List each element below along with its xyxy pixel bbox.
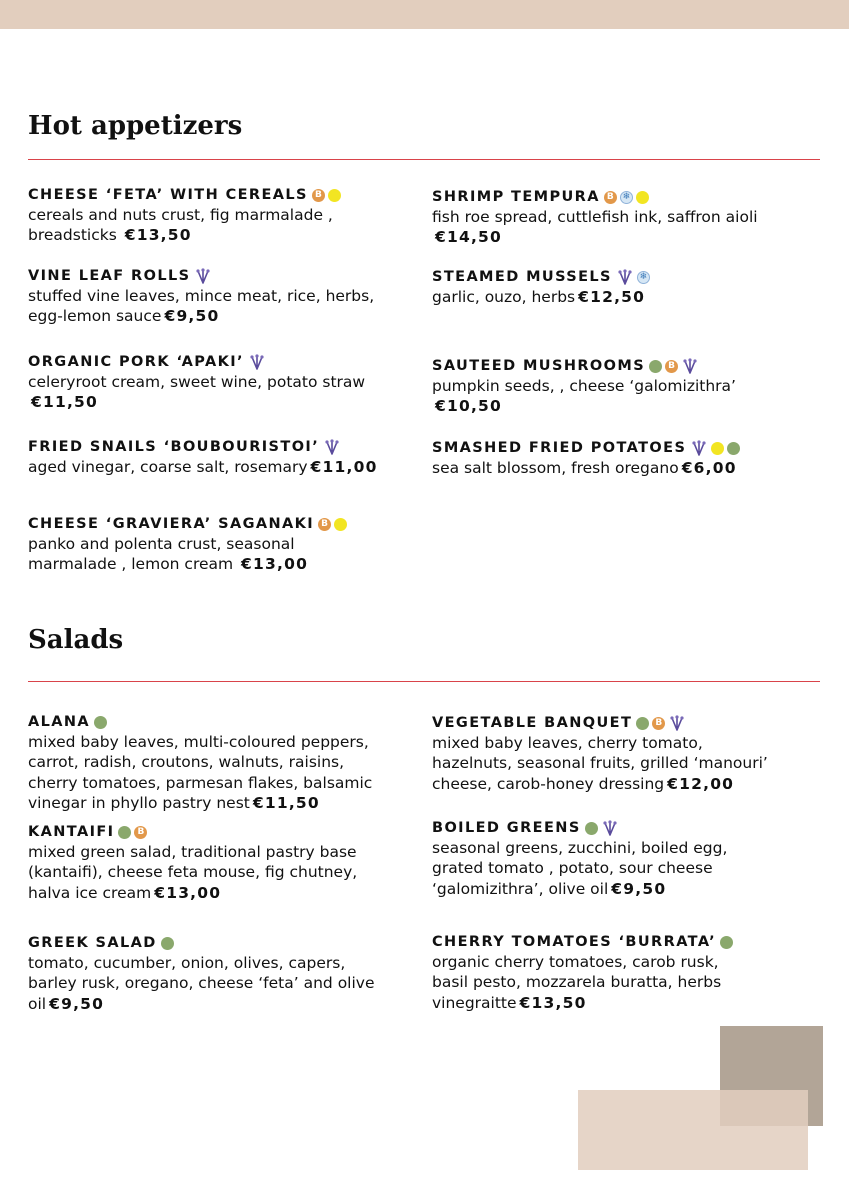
- menu-item-price: €12,50: [578, 288, 646, 306]
- menu-item-description-block: [28, 372, 413, 413]
- decor-rect-light: [578, 1090, 808, 1170]
- menu-item: [432, 267, 817, 307]
- dietary-icons: [636, 715, 686, 731]
- green-dot-icon: [94, 716, 107, 729]
- menu-item-description: mixed baby leaves, cherry tomato, hazelnuts, seasonal fruits, grilled ‘manouri’ cheese, carob-honey dressing: [432, 734, 768, 793]
- menu-item-name: KANTAIFI: [28, 824, 115, 840]
- menu-item-description-block: [432, 376, 817, 417]
- menu-item: [28, 933, 413, 1014]
- menu-item-description-block: [432, 838, 817, 899]
- menu-item-price: €11,50: [31, 393, 99, 412]
- menu-item: [28, 437, 413, 477]
- menu-item-description-block: [432, 458, 817, 478]
- menu-item-name: CHERRY TOMATOES ‘BURRATA’: [432, 934, 717, 950]
- menu-item-description: mixed baby leaves, multi-coloured peppers, carrot, radish, croutons, walnuts, raisins, cherry tomatoes, parmesan flakes, balsamic vinegar in phyllo pastry nest: [28, 733, 373, 812]
- green-dot-icon: [118, 826, 131, 839]
- dietary-icons: [585, 820, 619, 836]
- menu-item-description: stuffed vine leaves, mince meat, rice, herbs, egg-lemon sauce: [28, 287, 375, 326]
- bun-icon: B: [318, 518, 331, 531]
- menu-item-name-line: [28, 437, 413, 457]
- lavender-icon: [248, 354, 266, 370]
- dietary-icons: [720, 936, 733, 949]
- lavender-icon: [681, 358, 699, 374]
- section-divider: [28, 159, 820, 160]
- menu-item-description: pumpkin seeds, , cheese ‘galomizithra’: [432, 377, 736, 395]
- lavender-icon: [194, 268, 212, 284]
- dietary-icons: [312, 189, 341, 202]
- menu-item-description-block: [28, 953, 413, 1014]
- menu-item-price: €13,00: [154, 883, 222, 902]
- menu-item-name: SMASHED FRIED POTATOES: [432, 440, 687, 456]
- dietary-icons: [649, 358, 699, 374]
- section-title-salads: Salads: [28, 625, 124, 655]
- menu-item-name: CHEESE ‘GRAVIERA’ SAGANAKI: [28, 516, 315, 532]
- menu-item-name-line: [432, 713, 817, 733]
- menu-item-name-line: [28, 185, 413, 205]
- dietary-icons: [118, 826, 147, 839]
- menu-item-name-line: [432, 438, 817, 458]
- dietary-icons: [318, 518, 347, 531]
- dietary-icons: [161, 937, 174, 950]
- section-divider: [28, 681, 820, 682]
- menu-item: [28, 352, 413, 413]
- menu-item-name: SHRIMP TEMPURA: [432, 189, 600, 205]
- menu-item-description: sea salt blossom, fresh oregano: [432, 459, 679, 477]
- menu-item-price: €13,50: [519, 993, 587, 1012]
- menu-item-price: €13,00: [241, 555, 309, 574]
- menu-item-name-line: [28, 822, 413, 842]
- menu-item: [28, 266, 413, 327]
- dietary-icons: [604, 191, 649, 204]
- green-dot-icon: [636, 717, 649, 730]
- dietary-icons: [194, 268, 212, 284]
- green-dot-icon: [727, 442, 740, 455]
- menu-item: [432, 932, 817, 1013]
- menu-item-name: STEAMED MUSSELS: [432, 269, 612, 285]
- menu-item-name-line: [28, 514, 413, 534]
- menu-item-description-block: [28, 205, 413, 246]
- menu-item-name: VINE LEAF ROLLS: [28, 268, 191, 284]
- yellow-dot-icon: [334, 518, 347, 531]
- menu-item: [432, 356, 817, 417]
- green-dot-icon: [720, 936, 733, 949]
- menu-item-price: €10,50: [435, 397, 503, 416]
- menu-item-name: SAUTEED MUSHROOMS: [432, 358, 646, 374]
- menu-item: [432, 713, 817, 794]
- menu-item-description-block: [28, 732, 413, 813]
- menu-item-name: FRIED SNAILS ‘BOUBOURISTOI’: [28, 439, 320, 455]
- bun-icon: B: [665, 360, 678, 373]
- menu-item-name: VEGETABLE BANQUET: [432, 715, 633, 731]
- menu-item-name: BOILED GREENS: [432, 820, 581, 836]
- dietary-icons: [690, 440, 740, 456]
- menu-item-price: €12,00: [667, 774, 735, 793]
- menu-item-name: ORGANIC PORK ‘APAKI’: [28, 354, 244, 370]
- menu-item-description: garlic, ouzo, herbs: [432, 288, 576, 306]
- bun-icon: B: [312, 189, 325, 202]
- menu-item-description: cereals and nuts crust, fig marmalade , breadsticks: [28, 206, 333, 245]
- menu-item-description: organic cherry tomatoes, carob rusk, basil pesto, mozzarela buratta, herbs vinegraitte: [432, 953, 722, 1012]
- menu-item-description-block: [432, 952, 817, 1013]
- menu-item-price: €14,50: [435, 228, 503, 247]
- green-dot-icon: [585, 822, 598, 835]
- dietary-icons: [323, 439, 341, 455]
- menu-item-name: ALANA: [28, 714, 91, 730]
- menu-item-name-line: [28, 266, 413, 286]
- lavender-icon: [616, 269, 634, 285]
- bun-icon: B: [604, 191, 617, 204]
- lavender-icon: [690, 440, 708, 456]
- section-title-hot-appetizers: Hot appetizers: [28, 111, 243, 141]
- menu-item-name-line: [432, 818, 817, 838]
- menu-item-name: GREEK SALAD: [28, 935, 157, 951]
- dietary-icons: [94, 716, 107, 729]
- menu-item-name: CHEESE ‘FETA’ WITH CEREALS: [28, 187, 308, 203]
- snowflake-icon: ❄: [620, 191, 633, 204]
- yellow-dot-icon: [328, 189, 341, 202]
- green-dot-icon: [161, 937, 174, 950]
- top-decor-band: [0, 0, 849, 29]
- menu-item-name-line: [432, 356, 817, 376]
- dietary-icons: [616, 269, 650, 285]
- lavender-icon: [668, 715, 686, 731]
- lavender-icon: [323, 439, 341, 455]
- menu-item-description-block: [28, 457, 413, 477]
- menu-item-description: panko and polenta crust, seasonal marmalade , lemon cream: [28, 535, 295, 574]
- menu-item-description: fish roe spread, cuttlefish ink, saffron aioli: [432, 208, 758, 226]
- menu-item-description: mixed green salad, traditional pastry base (kantaifi), cheese feta mouse, fig chutney, halva ice cream: [28, 843, 358, 902]
- menu-item-description: tomato, cucumber, onion, olives, capers, barley rusk, oregano, cheese ‘feta’ and olive oil: [28, 954, 375, 1013]
- menu-item-description: celeryroot cream, sweet wine, potato straw: [28, 373, 366, 391]
- menu-item-description-block: [28, 534, 413, 575]
- menu-item-name-line: [432, 932, 817, 952]
- yellow-dot-icon: [711, 442, 724, 455]
- menu-item-name-line: [28, 712, 413, 732]
- menu-item: [28, 712, 413, 813]
- menu-item-description: aged vinegar, coarse salt, rosemary: [28, 458, 308, 476]
- menu-item-description-block: [432, 207, 817, 248]
- menu-item: [432, 818, 817, 899]
- menu-item: [432, 438, 817, 478]
- lavender-icon: [601, 820, 619, 836]
- menu-item-price: €6,00: [681, 459, 737, 477]
- menu-item-name-line: [432, 267, 817, 287]
- menu-item-description-block: [28, 286, 413, 327]
- menu-item-price: €9,50: [611, 879, 667, 898]
- menu-item: [28, 514, 413, 575]
- menu-item-name-line: [28, 933, 413, 953]
- menu-item-description-block: [432, 287, 817, 307]
- menu-item-name-line: [28, 352, 413, 372]
- menu-item-description: seasonal greens, zucchini, boiled egg, grated tomato , potato, sour cheese ‘galomizithra’, olive oil: [432, 839, 728, 898]
- menu-item-name-line: [432, 187, 817, 207]
- menu-item-price: €11,50: [252, 793, 320, 812]
- snowflake-icon: ❄: [637, 271, 650, 284]
- menu-item-price: €9,50: [49, 994, 105, 1013]
- bun-icon: B: [134, 826, 147, 839]
- green-dot-icon: [649, 360, 662, 373]
- menu-item: [432, 187, 817, 248]
- menu-item-description-block: [28, 842, 413, 903]
- menu-item: [28, 822, 413, 903]
- yellow-dot-icon: [636, 191, 649, 204]
- menu-item-description-block: [432, 733, 817, 794]
- menu-item-price: €11,00: [310, 458, 378, 476]
- bun-icon: B: [652, 717, 665, 730]
- menu-item-price: €9,50: [164, 307, 220, 326]
- menu-item-price: €13,50: [124, 226, 192, 245]
- menu-item: [28, 185, 413, 246]
- dietary-icons: [248, 354, 266, 370]
